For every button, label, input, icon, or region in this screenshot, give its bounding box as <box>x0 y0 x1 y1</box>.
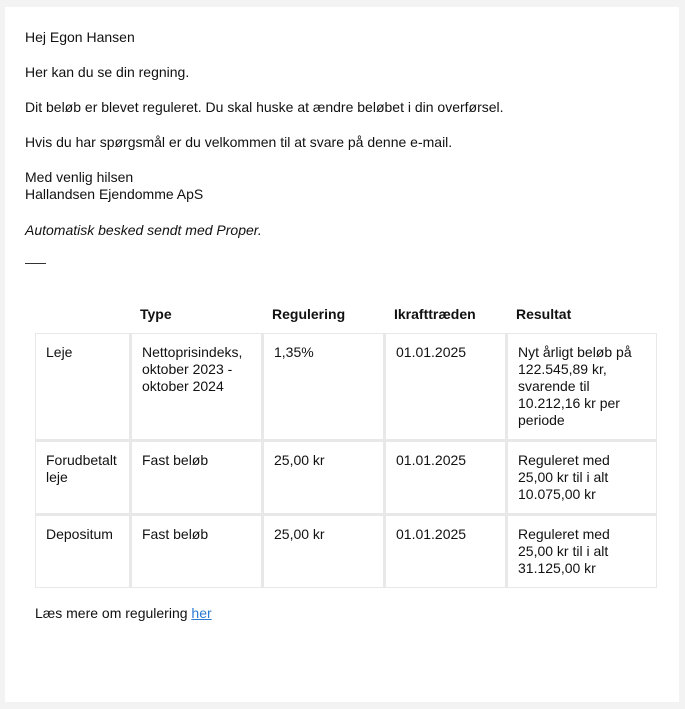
header-cell <box>35 306 130 333</box>
header-cell: Resultat <box>516 306 572 322</box>
table-cell: 25,00 kr <box>262 440 384 514</box>
regulated-text: Dit beløb er blevet reguleret. Du skal huske at ændre beløbet i din overførsel. <box>25 99 504 115</box>
company-name: Hallandsen Ejendomme ApS <box>25 186 204 202</box>
footer-text <box>35 605 212 622</box>
table-cell: Nyt årligt beløb på 122.545,89 kr, svarende til 10.212,16 kr per periode <box>506 333 657 440</box>
table-header-row <box>35 306 657 333</box>
read-more-link[interactable]: her <box>191 605 212 621</box>
signature <box>25 169 203 203</box>
table-cell: 01.01.2025 <box>384 333 506 440</box>
regulation-table <box>35 306 657 588</box>
table-cell: Nettoprisindeks, oktober 2023 - oktober 2024 <box>130 333 262 440</box>
table-row <box>35 333 657 440</box>
table-cell: Fast beløb <box>130 514 262 588</box>
table-row <box>35 514 657 588</box>
table-cell: Reguleret med 25,00 kr til i alt 31.125,00 kr <box>506 514 657 588</box>
table-cell: Depositum <box>35 514 130 588</box>
questions-text: Hvis du har spørgsmål er du velkommen til at svare på denne e-mail. <box>25 134 453 150</box>
table-cell: Reguleret med 25,00 kr til i alt 10.075,00 kr <box>506 440 657 514</box>
table-cell: 01.01.2025 <box>384 440 506 514</box>
email-body <box>5 7 679 702</box>
header-cell: Regulering <box>272 306 346 322</box>
header-cell: Ikrafttræden <box>394 306 476 322</box>
table-cell: Fast beløb <box>130 440 262 514</box>
footer-label: Læs mere om regulering <box>35 605 192 621</box>
signoff-text: Med venlig hilsen <box>25 169 134 185</box>
table-cell: Leje <box>35 333 130 440</box>
divider <box>25 263 46 264</box>
table-row <box>35 440 657 514</box>
table-cell: 25,00 kr <box>262 514 384 588</box>
auto-note: Automatisk besked sendt med Proper. <box>25 222 262 238</box>
bill-text: Her kan du se din regning. <box>25 64 190 80</box>
header-cell: Type <box>140 306 172 322</box>
table-cell: Forudbetalt leje <box>35 440 130 514</box>
table-cell: 1,35% <box>262 333 384 440</box>
greeting-text: Hej Egon Hansen <box>25 29 135 45</box>
table-cell: 01.01.2025 <box>384 514 506 588</box>
